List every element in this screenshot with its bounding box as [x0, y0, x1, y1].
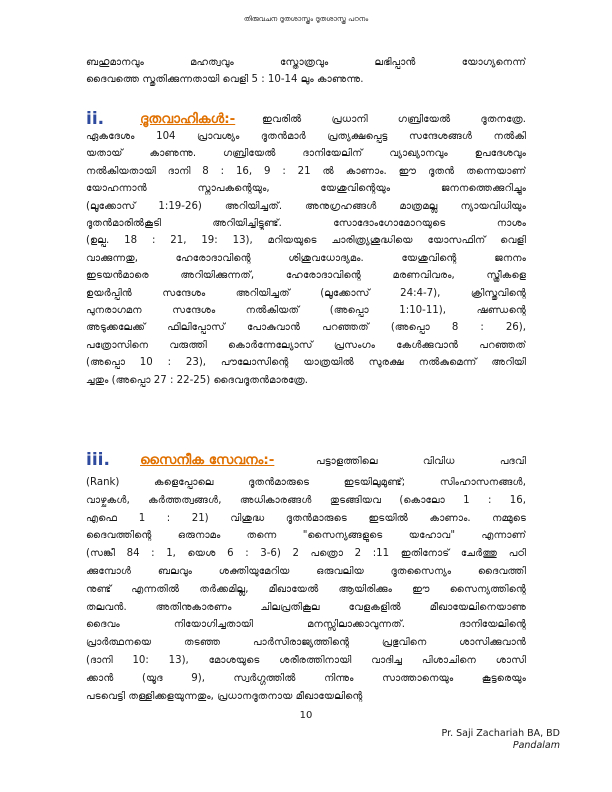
running-header: തിരുവചന ദൂതശാസ്ത്രം ദൂതശാസ്ത്ര പഠനം	[243, 15, 369, 23]
section-iii-line-10: പ്രാർത്ഥനയെ തടഞ്ഞ പാർസിരാജ്യത്തിന്റെ പ്രഭുവിനെ ശാസിക്കുവാൻ	[86, 637, 526, 649]
section-ii-line-2: യതായ് കാണുന്നു. ഗബ്രിയേൽ ദാനിയേലിന് വ്യാഖ്യാനവും ഉപദേശവും	[86, 148, 526, 160]
section-ii-line-15: ച്ചതും (അപ്പൊ 27 : 22-25) ദൈവദൂതൻമാരത്രേ.	[86, 374, 309, 386]
section-ii-line-7: (ഉല്പ. 18 : 21, 19: 13), മറിയയുടെ ചാരിത്ര്യശുദ്ധിയെ യോസഫിന് വെളി	[86, 235, 526, 247]
author-place: Pandalam	[512, 740, 560, 751]
author-name: Pr. Saji Zachariah BA, BD	[441, 728, 560, 739]
section-ii-line-3: നൽകിയതായി ദാനി 8 : 16, 9 : 21 ൽ കാണാം. ഈ ദൂതൻ തന്നെയാണ്	[86, 165, 526, 177]
section-ii-line-13: പത്രോസിനെ വരുത്തി കൊർന്നേല്യോസ് പ്രസംഗം കേൾക്കുവാൻ പറഞ്ഞത്	[86, 339, 526, 351]
section-iii-line-7: നുണ്ട് എന്നതിൽ തർക്കമില്ല, മീഖായേൽ ആയിരിക്കും ഈ സൈന്യത്തിന്റെ	[86, 583, 526, 595]
section-ii-line-5: (ലൂക്കോസ് 1:19-26) അറിയിച്ചത്. അനുഗ്രഹങ്ങൾ മാത്രമല്ല ന്യായവിധിയും	[86, 200, 526, 212]
intro-line-1: ബഹുമാനവും മഹത്വവും സ്തോത്രവും ലഭിപ്പാൻ യോഗ്യനെന്ന്	[86, 57, 526, 68]
section-ii-line-10: ഉയർപ്പിൻ സന്ദേശം അറിയിച്ചത് (ലൂക്കോസ് 24:4-7), ക്രിസ്തുവിന്റെ	[86, 287, 526, 299]
section-iii-line-2: വാഴ്ചകൾ, കർത്തത്വങ്ങൾ, അധികാരങ്ങൾ തുടങ്ങിയവ (കൊലോ 1 : 16,	[86, 494, 526, 506]
section-ii-first-line: ഇവരിൽ പ്രധാനി ഗബ്രിയേൽ ദൂതനത്രേ.	[262, 114, 526, 125]
section-iii-first-line: പട്ടാളത്തിലെ വിവിധ പദവി	[316, 456, 526, 467]
page-number: 10	[299, 710, 313, 721]
section-iii-line-13: പടവെട്ടി തള്ളിക്കളയുന്നതും, പ്രധാനദൂതനായ മീഖായേലിന്റെ	[86, 690, 363, 702]
section-iii-line-1: (Rank) കളെപ്പോലെ ദൂതൻമാരുടെ ഇടയിലുമുണ്ട്; സിംഹാസനങ്ങൾ,	[86, 477, 526, 488]
section-iii-line-4: ദൈവത്തിന്റെ ഒരുനാമം തന്നെ "സൈന്യങ്ങളുടെ യഹോവ" എന്നാണ്	[86, 530, 526, 542]
section-iii-number: iii.	[86, 450, 110, 470]
section-ii-title: ദൂതവാഹികൾ:-	[140, 111, 236, 127]
section-iii-line-12: ക്കാൻ (യൂദ 9), സ്വർഗ്ഗത്തിൽ നിന്നും സാത്താനെയും കൂട്ടരെയും	[86, 672, 526, 684]
section-ii-number: ii.	[86, 109, 105, 129]
section-iii-line-11: (ദാനി 10: 13), മോശയുടെ ശരീരത്തിനായി വാദിച്ച പിശാചിനെ ശാസി	[86, 655, 526, 666]
intro-line-2: ദൈവത്തെ സ്തുതിക്കുന്നതായി വെളി 5 : 10-14 ലും കാണുന്നു.	[86, 74, 364, 85]
section-iii-line-3: എഫെ 1 : 21) വിശുദ്ധ ദൂതൻമാരുടെ ഇടയിൽ കാണാം. നമ്മുടെ	[86, 512, 526, 524]
section-iii-title: സൈനീക സേവനം:-	[140, 452, 275, 468]
section-ii-line-12: അടുക്കലേക്ക് ഫിലിപ്പോസ് പോകുവാൻ പറഞ്ഞത് (അപ്പൊ 8 : 26),	[86, 322, 526, 334]
section-ii-line-8: വാക്കുന്നതു, ഹേരോദാവിന്റെ ശിശുവധോദ്യമം. യേശുവിന്റെ ജനനം	[86, 252, 526, 264]
section-ii-line-9: ഇടയൻമാരെ അറിയിക്കുന്നത്, ഹേരോദാവിന്റെ മരണവിവരം, സ്ത്രീകളെ	[86, 270, 526, 282]
section-iii-line-6: ക്കുമ്പോൾ ബലവും ശക്തിയുമേറിയ ഒരുവലിയ ദൂതസൈന്യം ദൈവത്തി	[86, 566, 526, 577]
section-ii-line-11: പുനരാഗമന സന്ദേശം നൽകിയത് (അപ്പൊ 1:10-11), ഷണ്ഡന്റെ	[86, 305, 526, 316]
section-ii-line-14: (അപ്പൊ 10 : 23), പൗലോസിന്റെ യാത്രയിൽ സുരക്ഷ നൽകുമെന്ന് അറിയി	[86, 357, 526, 369]
section-ii-line-4: യോഹന്നാൻ സ്നാപകന്റെയും, യേശുവിന്റെയും ജനനത്തെക്കുറിച്ചും	[86, 183, 526, 195]
section-ii-line-6: ദൂതൻമാരിൽകൂടി അറിയിച്ചിട്ടുണ്ട്. സോദോംഗോമോറയുടെ നാശം	[86, 218, 526, 229]
section-iii-line-9: ദൈവം നിയോഗിച്ചതായി മനസ്സിലാക്കാവുന്നത്. ദാനിയേലിന്റെ	[86, 619, 526, 631]
section-ii-line-1: ഏകദേശം 104 പ്രാവശ്യം ദൂതൻമാർ പ്രത്യക്ഷപ്പെട്ട സന്ദേശങ്ങൾ നൽകി	[86, 131, 526, 142]
section-iii-line-5: (സങ്കീ 84 : 1, യെശ 6 : 3-6) 2 പത്രൊ 2 :11 ഇതിനോട് ചേർത്തു പഠി	[86, 548, 526, 560]
section-iii-line-8: തലവൻ. അതിനുകാരണം ചിലപ്രതികൂല വേളകളിൽ മീഖായേലിനെയാണു	[86, 601, 526, 613]
